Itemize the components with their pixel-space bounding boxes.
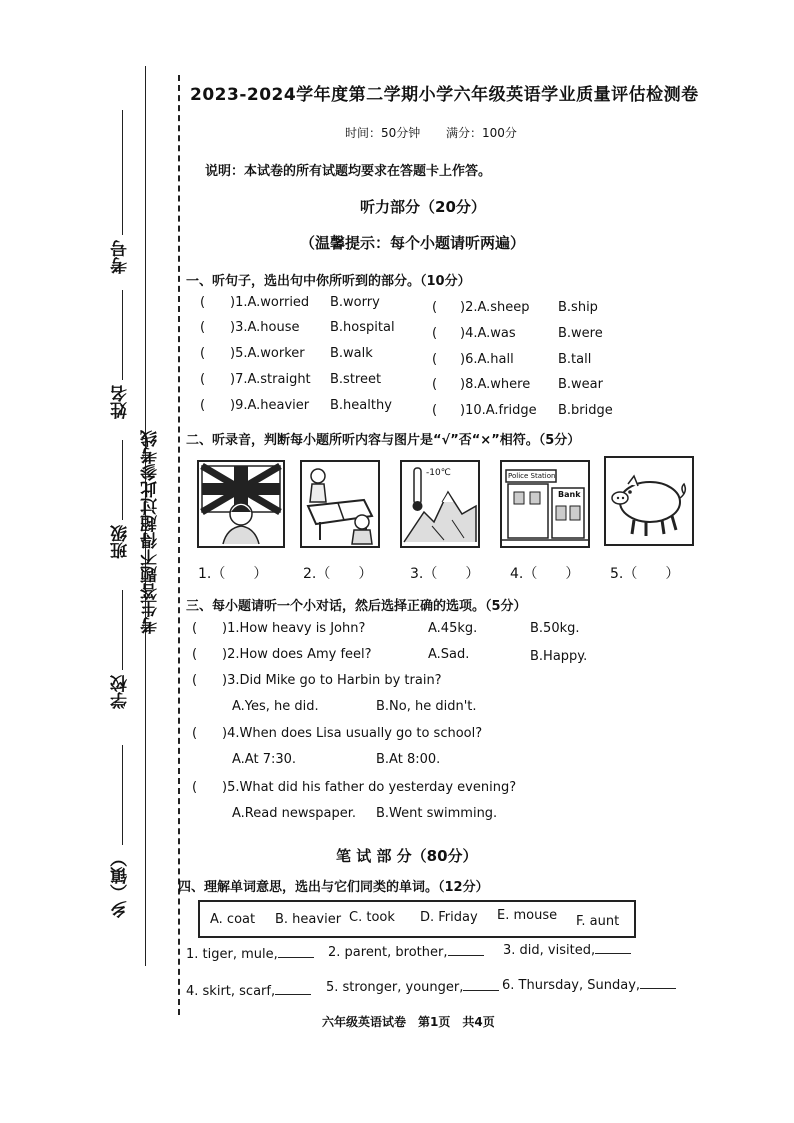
dialog5-question: )5.What did his father do yesterday evening? <box>222 780 517 795</box>
q5-option-a: )5.A.worker <box>230 346 305 361</box>
word-item-6-text: 6. Thursday, Sunday, <box>502 978 641 993</box>
listening-heading: 听力部分（20分） <box>360 198 486 216</box>
picture-1-answer[interactable]: 1.（ ） <box>198 566 268 582</box>
word-item-1 <box>186 945 314 962</box>
q1-paren: ( <box>200 295 206 310</box>
q7-option-b: B.street <box>330 372 382 387</box>
page-footer: 六年级英语试卷 第1页 共4页 <box>322 1015 495 1029</box>
boundary-warning: 考生答题不得超过此参考线 <box>141 430 161 634</box>
word-option-b: B. heavier <box>275 912 342 927</box>
word-item-2-blank[interactable] <box>448 943 484 956</box>
dialog3-paren: ( <box>192 673 198 688</box>
word-item-2 <box>328 943 484 960</box>
full-score: 满分：100分 <box>446 126 517 140</box>
time-limit: 时间：50分钟 <box>345 126 421 140</box>
q9-option-a: )9.A.heavier <box>230 398 310 413</box>
q2-paren: ( <box>432 300 438 315</box>
q3-option-b: B.hospital <box>330 320 395 335</box>
word-item-1-blank[interactable] <box>278 945 314 958</box>
q2-option-b: B.ship <box>558 300 598 315</box>
cut-line <box>178 75 180 1015</box>
word-item-5-blank[interactable] <box>463 978 499 991</box>
picture-2-answer[interactable]: 2.（ ） <box>303 566 373 582</box>
class-label: 班级 <box>111 525 131 559</box>
town-label: 乡（镇） <box>111 850 131 918</box>
dialog2-paren: ( <box>192 647 198 662</box>
picture-5-answer[interactable]: 5.（ ） <box>610 566 680 582</box>
town-field <box>122 745 123 845</box>
class-field <box>122 440 123 520</box>
dialog4-option-a: A.At 7:30. <box>232 752 297 767</box>
school-label: 学校 <box>111 675 131 709</box>
word-item-6 <box>502 976 676 993</box>
q9-option-b: B.healthy <box>330 398 392 413</box>
pig-icon <box>606 458 692 544</box>
picture-street <box>500 460 590 548</box>
dialog2-option-a: A.Sad. <box>428 647 470 662</box>
exam-title: 2023-2024学年度第二学期小学六年级英语学业质量评估检测卷 <box>190 85 699 105</box>
dialog3-question: )3.Did Mike go to Harbin by train? <box>222 673 442 688</box>
word-option-d: D. Friday <box>420 910 478 925</box>
part1-heading: 一、听句子，选出句中你所听到的部分。（10分） <box>186 274 471 289</box>
word-item-5 <box>326 978 499 995</box>
dialog1-paren: ( <box>192 621 198 636</box>
school-field <box>122 590 123 670</box>
written-heading: 笔 试 部 分（80分） <box>336 847 478 865</box>
q4-option-a: )4.A.was <box>460 326 516 341</box>
q3-paren: ( <box>200 320 206 335</box>
uk-flag-boy-icon <box>199 462 283 546</box>
word-item-4-blank[interactable] <box>275 982 311 995</box>
q7-option-a: )7.A.straight <box>230 372 311 387</box>
name-label: 姓名 <box>111 385 131 419</box>
dialog3-option-b: B.No, he didn't. <box>376 699 477 714</box>
q4-option-b: B.were <box>558 326 603 341</box>
table-tennis-icon <box>302 462 378 546</box>
picture-3-answer[interactable]: 3.（ ） <box>410 566 480 582</box>
dialog3-option-a: A.Yes, he did. <box>232 699 319 714</box>
dialog5-paren: ( <box>192 780 198 795</box>
word-option-f: F. aunt <box>576 914 620 929</box>
q1-option-a: )1.A.worried <box>230 295 310 310</box>
q6-option-a: )6.A.hall <box>460 352 514 367</box>
q6-option-b: B.tall <box>558 352 592 367</box>
q8-option-a: )8.A.where <box>460 377 531 392</box>
q2-option-a: )2.A.sheep <box>460 300 530 315</box>
q10-paren: ( <box>432 403 438 418</box>
dialog2-question: )2.How does Amy feel? <box>222 647 372 662</box>
word-item-3-blank[interactable] <box>595 941 631 954</box>
q9-paren: ( <box>200 398 206 413</box>
word-item-3-text: 3. did, visited, <box>503 943 596 958</box>
q7-paren: ( <box>200 372 206 387</box>
q6-paren: ( <box>432 352 438 367</box>
picture-cold-mountain <box>400 460 480 548</box>
word-item-2-text: 2. parent, brother, <box>328 945 448 960</box>
word-item-3 <box>503 941 631 958</box>
dialog4-option-b: B.At 8:00. <box>376 752 441 767</box>
q5-option-b: B.walk <box>330 346 373 361</box>
picture-4-answer[interactable]: 4.（ ） <box>510 566 580 582</box>
q10-option-b: B.bridge <box>558 403 613 418</box>
part4-heading: 四、理解单词意思，选出与它们同类的单词。（12分） <box>178 880 489 895</box>
q1-option-b: B.worry <box>330 295 380 310</box>
dialog1-option-b: B.50kg. <box>530 621 580 636</box>
word-item-5-text: 5. stronger, younger, <box>326 980 464 995</box>
police-station-sign: Police Station <box>508 472 556 480</box>
listening-tip: （温馨提示：每个小题请听两遍） <box>300 234 526 252</box>
dialog5-option-b: B.Went swimming. <box>376 806 498 821</box>
dialog4-paren: ( <box>192 726 198 741</box>
q8-option-b: B.wear <box>558 377 603 392</box>
bank-sign: Bank <box>558 490 581 499</box>
word-option-c: C. took <box>349 910 395 925</box>
temperature-label: -10℃ <box>426 468 451 478</box>
dialog5-option-a: A.Read newspaper. <box>232 806 356 821</box>
part2-heading: 二、听录音，判断每小题所听内容与图片是“√”否“×”相符。（5分） <box>186 433 581 448</box>
picture-uk-flag <box>197 460 285 548</box>
picture-table-tennis <box>300 460 380 548</box>
word-item-1-text: 1. tiger, mule, <box>186 947 278 962</box>
dialog4-question: )4.When does Lisa usually go to school? <box>222 726 483 741</box>
name-field <box>122 290 123 380</box>
exam-number-label: 考号 <box>111 240 131 274</box>
instructions: 说明：本试卷的所有试题均要求在答题卡上作答。 <box>205 164 492 179</box>
exam-number-field <box>122 110 123 235</box>
dialog1-option-a: A.45kg. <box>428 621 478 636</box>
word-item-4-text: 4. skirt, scarf, <box>186 984 276 999</box>
q10-option-a: )10.A.fridge <box>460 403 537 418</box>
q5-paren: ( <box>200 346 206 361</box>
picture-pig <box>604 456 694 546</box>
word-item-4 <box>186 982 311 999</box>
word-item-6-blank[interactable] <box>640 976 676 989</box>
q4-paren: ( <box>432 326 438 341</box>
word-bank-box <box>198 900 636 938</box>
word-option-e: E. mouse <box>497 908 558 923</box>
word-option-a: A. coat <box>210 912 256 927</box>
part3-heading: 三、每小题请听一个小对话，然后选择正确的选项。（5分） <box>186 599 527 614</box>
dialog2-option-b: B.Happy. <box>530 649 588 664</box>
q3-option-a: )3.A.house <box>230 320 300 335</box>
dialog1-question: )1.How heavy is John? <box>222 621 366 636</box>
q8-paren: ( <box>432 377 438 392</box>
